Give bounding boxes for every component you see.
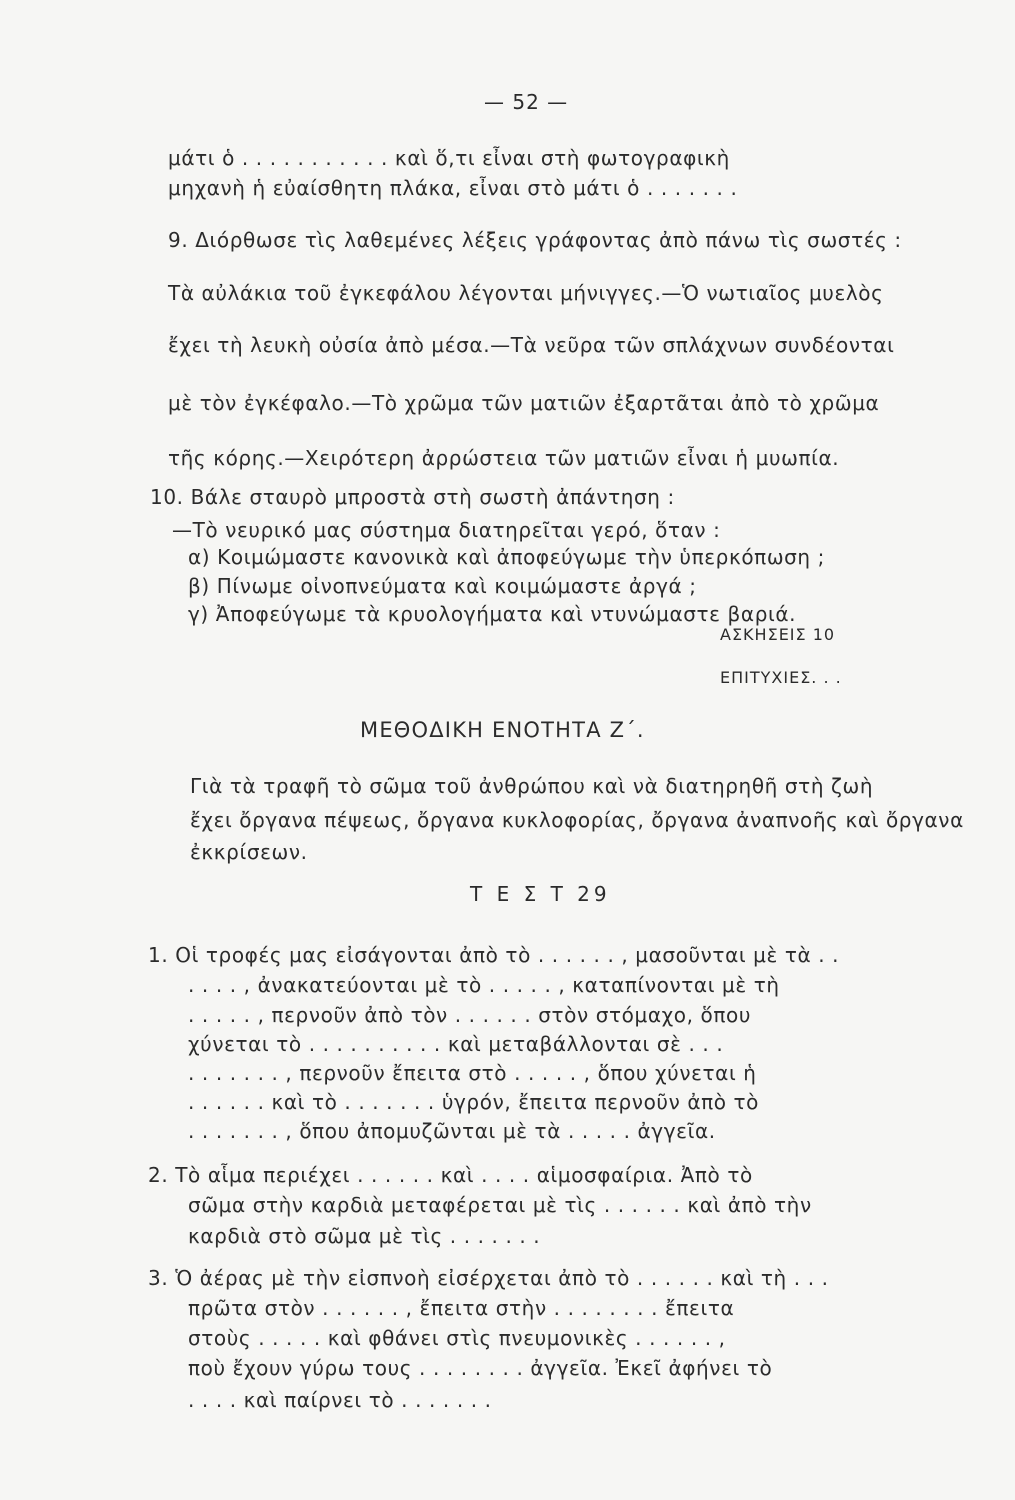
text-line: ἔχει τὴ λευκὴ οὐσία ἀπὸ μέσα.—Τὰ νεῦρα τῶν σπλάχνων συνδέονται [168,333,895,357]
text-line: Τὰ αὐλάκια τοῦ ἐγκεφάλου λέγονται μήνιγγες.—Ὁ νωτιαῖος μυελὸς [168,281,884,305]
answer-option-a: α) Κοιμώμαστε κανονικὰ καὶ ἀποφεύγωμε τὴν ὑπερκόπωση ; [188,545,826,569]
test-item-3: 3. Ὁ ἀέρας μὲ τὴν εἰσπνοὴ εἰσέρχεται ἀπὸ τὸ . . . . . . καὶ τὴ . . . [148,1266,829,1290]
test-title: Τ Ε Σ Τ 29 [470,882,611,906]
exercises-count: ΑΣΚΗΣΕΙΣ 10 [720,625,836,644]
text-line: καρδιὰ στὸ σῶμα μὲ τὶς . . . . . . . [188,1224,541,1248]
answer-option-c: γ) Ἀποφεύγωμε τὰ κρυολογήματα καὶ ντυνώμαστε βαριά. [188,602,797,626]
answer-option-b: β) Πίνωμε οἰνοπνεύματα καὶ κοιμώμαστε ἀργά ; [188,574,697,598]
text-line: ἔχει ὄργανα πέψεως, ὄργανα κυκλοφορίας, ὄργανα ἀναπνοῆς καὶ ὄργανα [190,808,964,832]
text-line: σῶμα στὴν καρδιὰ μεταφέρεται μὲ τὶς . . . . . . καὶ ἀπὸ τὴν [188,1193,812,1217]
text-line: στοὺς . . . . . καὶ φθάνει στὶς πνευμονικὲς . . . . . . , [188,1326,726,1350]
text-line: ποὺ ἔχουν γύρω τους . . . . . . . . ἀγγεῖα. Ἐκεῖ ἀφήνει τὸ [188,1356,773,1380]
successes-label: ΕΠΙΤΥΧΙΕΣ. . . [720,668,842,687]
text-line: μάτι ὁ . . . . . . . . . . . καὶ ὅ,τι εἶναι στὴ φωτογραφικὴ [168,146,730,170]
text-line: μηχανὴ ἡ εὐαίσθητη πλάκα, εἶναι στὸ μάτι ὁ . . . . . . . [168,176,738,200]
text-line: . . . . . . καὶ τὸ . . . . . . . ὑγρόν, ἔπειτα περνοῦν ἀπὸ τὸ [188,1090,760,1114]
text-line: . . . . . , περνοῦν ἀπὸ τὸν . . . . . . στὸν στόμαχο, ὅπου [188,1003,751,1027]
text-line: τῆς κόρης.—Χειρότερη ἀρρώστεια τῶν ματιῶν εἶναι ἡ μυωπία. [168,446,840,470]
text-line: . . . . . . . , περνοῦν ἔπειτα στὸ . . . . . , ὅπου χύνεται ἡ [188,1061,757,1085]
text-line: ἐκκρίσεων. [190,840,308,864]
text-line: . . . . , ἀνακατεύονται μὲ τὸ . . . . . , καταπίνονται μὲ τὴ [188,973,780,997]
text-line: Γιὰ τὰ τραφῆ τὸ σῶμα τοῦ ἀνθρώπου καὶ νὰ διατηρηθῆ στὴ ζωὴ [190,774,874,798]
text-line: πρῶτα στὸν . . . . . . , ἔπειτα στὴν . . . . . . . . ἔπειτα [188,1296,735,1320]
text-line: χύνεται τὸ . . . . . . . . . . καὶ μεταβάλλονται σὲ . . . [188,1032,724,1056]
exercise-10-question: —Τὸ νευρικό μας σύστημα διατηρεῖται γερό, ὅταν : [172,518,721,542]
page-number: — 52 — [484,90,569,114]
text-line: . . . . . . . , ὅπου ἀπομυζῶνται μὲ τὰ . . . . . ἀγγεῖα. [188,1119,716,1143]
test-item-1: 1. Οἱ τροφές μας εἰσάγονται ἀπὸ τὸ . . . . . . , μασοῦνται μὲ τὰ . . [148,943,840,967]
text-line: . . . . καὶ παίρνει τὸ . . . . . . . [188,1388,492,1412]
section-heading: ΜΕΘΟΔΙΚΗ ΕΝΟΤΗΤΑ Ζ΄. [360,718,645,742]
exercise-9-instruction: 9. Διόρθωσε τὶς λαθεμένες λέξεις γράφοντας ἀπὸ πάνω τὶς σωστές : [168,228,902,252]
test-item-2: 2. Τὸ αἷμα περιέχει . . . . . . καὶ . . . . αἱμοσφαίρια. Ἀπὸ τὸ [148,1163,753,1187]
text-line: μὲ τὸν ἐγκέφαλο.—Τὸ χρῶμα τῶν ματιῶν ἐξαρτᾶται ἀπὸ τὸ χρῶμα [168,391,880,415]
exercise-10-instruction: 10. Βάλε σταυρὸ μπροστὰ στὴ σωστὴ ἀπάντηση : [150,485,675,509]
